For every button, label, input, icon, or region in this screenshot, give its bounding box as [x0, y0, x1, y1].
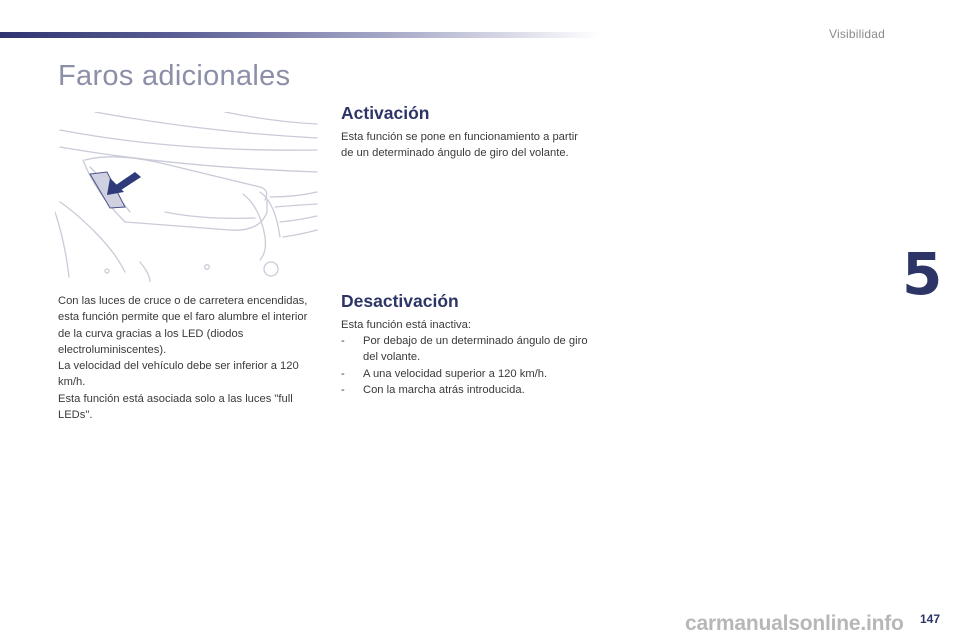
intro-paragraph: Esta función está asociada solo a las luces "full LEDs". [58, 392, 293, 422]
page-number: 147 [919, 612, 940, 626]
intro-text [58, 293, 308, 423]
arrow-icon [107, 172, 141, 195]
intro-paragraph: Con las luces de cruce o de carretera encendidas, esta función permite que el faro alumbre el interior de la curva gracias a los LED (diodos electroluminiscentes). [58, 295, 308, 356]
activation-heading: Activación [341, 103, 430, 123]
watermark: carmanualsonline.info [685, 612, 904, 635]
deactivation-list [341, 333, 601, 398]
deactivation-heading: Desactivación [341, 291, 459, 311]
headlamp-illustration [55, 112, 320, 282]
section-name: Visibilidad [828, 27, 885, 41]
activation-text: Esta función se pone en funcionamiento a partir de un determinado ángulo de giro del volante. [341, 131, 578, 160]
page-title: Faros adicionales [58, 60, 291, 92]
list-item: - Con la marcha atrás introducida. [341, 382, 601, 398]
chapter-number: 5 [902, 240, 943, 308]
list-item: - A una velocidad superior a 120 km/h. [341, 366, 601, 382]
intro-paragraph: La velocidad del vehículo debe ser inferior a 120 km/h. [58, 360, 299, 389]
deactivation-intro: Esta función está inactiva: [341, 319, 471, 331]
list-item: - Por debajo de un determinado ángulo de giro del volante. [341, 333, 601, 366]
header-color-bar [0, 32, 600, 38]
